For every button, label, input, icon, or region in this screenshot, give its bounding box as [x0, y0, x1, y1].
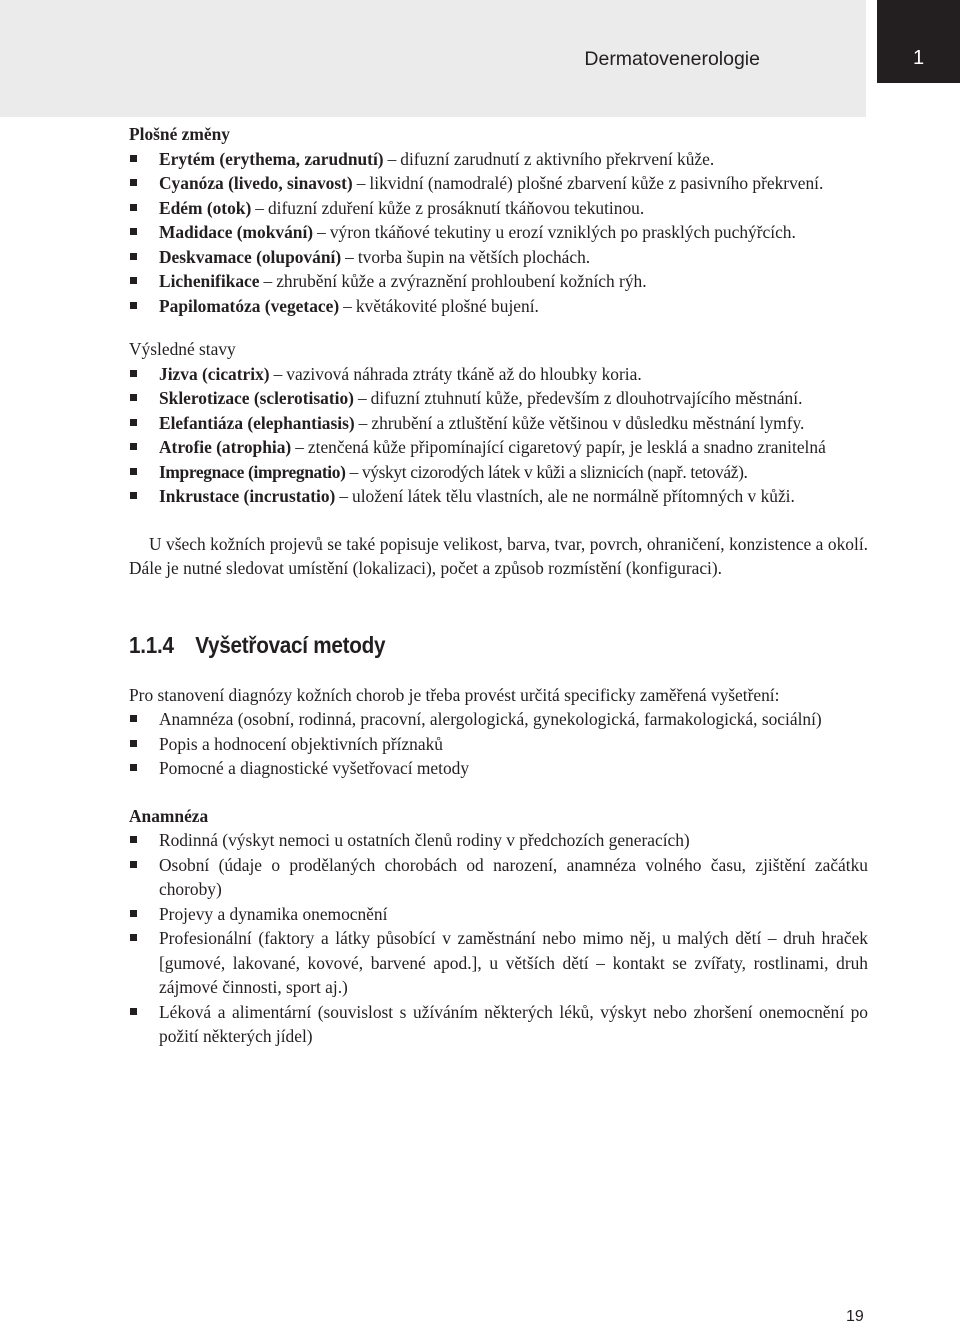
list-item [129, 828, 868, 853]
list-item-text: Pomocné a diagnostické vyšetřovací metody [159, 758, 470, 778]
spacer [129, 781, 868, 804]
term: Elefantiáza (elephantiasis) [159, 412, 355, 433]
running-header-title: Dermatovenerologie [584, 48, 760, 70]
chapter-tab [877, 0, 960, 83]
square-bullet-icon [130, 715, 137, 722]
spacer [129, 318, 868, 337]
list-item-text: Rodinná (výskyt nemoci u ostatních členů rodiny v předchozích generacích) [159, 830, 690, 850]
list-item [129, 460, 868, 485]
section-intro: Pro stanovení diagnózy kožních chorob je třeba provést určitá specificky zaměřená vyšetření: [129, 684, 780, 705]
term: Cyanóza (livedo, sinavost) [159, 173, 353, 193]
list-item [129, 294, 868, 319]
square-bullet-icon [130, 277, 137, 284]
list-item [129, 196, 868, 221]
square-bullet-icon [130, 302, 137, 309]
definition: uložení látek tělu vlastních, ale ne normálně přítomných v kůži. [352, 486, 795, 506]
list-item [129, 411, 868, 436]
list-item-text: Anamnéza (osobní, rodinná, pracovní, alergologická, gynekologická, farmakologická, sociální) [159, 709, 822, 729]
square-bullet-icon [130, 861, 137, 868]
dash: – [358, 412, 368, 433]
term: Edém (otok) [159, 197, 252, 218]
square-bullet-icon [130, 253, 137, 260]
list-item [129, 484, 868, 509]
list-item [129, 386, 868, 411]
square-bullet-icon [130, 394, 137, 401]
subheading-vysledne-stavy: Výsledné stavy [129, 339, 236, 359]
term: Erytém (erythema, zarudnutí) [159, 148, 384, 169]
square-bullet-icon [130, 910, 137, 917]
square-bullet-icon [130, 836, 137, 843]
list-item [129, 171, 868, 196]
list-item-text: Osobní (údaje o prodělaných chorobách od narození, anamnéza volného času, zjištění začátku choroby) [159, 854, 868, 899]
dash: – [343, 295, 352, 316]
section-heading [129, 581, 794, 683]
dash: – [273, 363, 283, 384]
square-bullet-icon [130, 468, 137, 475]
term: Sklerotizace (sclerotisatio) [159, 388, 354, 408]
list-item [129, 269, 868, 294]
subheading-plosne-zmeny: Plošné změny [129, 124, 230, 144]
square-bullet-icon [130, 419, 137, 426]
list-item [129, 902, 868, 927]
list-item [129, 362, 868, 387]
list-item [129, 147, 868, 172]
definition: květákovité plošné bujení. [355, 295, 539, 316]
page-body [129, 122, 868, 1049]
dash: – [255, 197, 264, 218]
term: Atrofie (atrophia) [159, 437, 292, 457]
square-bullet-icon [130, 179, 137, 186]
list-item-text: Léková a alimentární (souvislost s užíváním některých léků, výskyt nebo zhoršení onemocnění po požití některých jídel) [159, 1001, 868, 1046]
dash: – [295, 437, 304, 457]
square-bullet-icon [130, 204, 137, 211]
definition: zhrubění kůže a zvýraznění prohloubení kožních rýh. [276, 271, 647, 291]
square-bullet-icon [130, 370, 137, 377]
term: Jizva (cicatrix) [159, 363, 270, 384]
list-item [129, 756, 868, 781]
definition: výron tkáňové tekutiny u erozí vzniklých po prasklých puchýřcích. [329, 222, 796, 242]
square-bullet-icon [130, 1008, 137, 1015]
list-item [129, 1000, 868, 1049]
definition: difuzní ztuhnutí kůže, především z dlouhotrvajícího městnání. [370, 388, 803, 408]
square-bullet-icon [130, 764, 137, 771]
square-bullet-icon [130, 492, 137, 499]
definition: difuzní zarudnutí z aktivního překrvení kůže. [400, 148, 715, 169]
dash: – [345, 246, 354, 267]
dash: – [356, 173, 366, 193]
definition: výskyt cizorodých látek v kůži a sliznicích (např. tetováž). [361, 461, 748, 482]
dash: – [387, 148, 397, 169]
list-item-text: Popis a hodnocení objektivních příznaků [159, 733, 443, 754]
term: Lichenifikace [159, 271, 260, 291]
term: Inkrustace (incrustatio) [159, 486, 336, 506]
chapter-number: 1 [912, 47, 925, 69]
running-header [0, 0, 866, 117]
list-item [129, 853, 868, 902]
term: Deskvamace (olupování) [159, 246, 342, 267]
list-vysetrovaci-metody [129, 707, 868, 781]
list-item [129, 926, 868, 1000]
summary-paragraph: U všech kožních projevů se také popisuje velikost, barva, tvar, povrch, ohraničení, konzistence a okolí. Dále je nutné sledovat umístění (lokalizaci), počet a způsob rozmístění (konfiguraci). [129, 533, 868, 578]
page-number: 19 [846, 1308, 864, 1325]
dash: – [357, 388, 367, 408]
spacer [129, 509, 868, 532]
term: Impregnace (impregnatio) [159, 461, 346, 482]
term: Papilomatóza (vegetace) [159, 295, 340, 316]
square-bullet-icon [130, 443, 137, 450]
list-item [129, 435, 868, 460]
section-title: Vyšetřovací metody [195, 631, 386, 658]
square-bullet-icon [130, 155, 137, 162]
list-vysledne-stavy [129, 362, 868, 509]
square-bullet-icon [130, 934, 137, 941]
list-item [129, 220, 868, 245]
list-item [129, 732, 868, 757]
term: Madidace (mokvání) [159, 222, 314, 242]
definition: likvidní (namodralé) plošné zbarvení kůže z pasivního překrvení. [369, 173, 824, 193]
definition: zhrubění a ztluštění kůže většinou v důsledku městnání lymfy. [371, 412, 805, 433]
definition: vazivová náhrada ztráty tkáně až do hloubky koria. [286, 363, 642, 384]
list-item-text: Projevy a dynamika onemocnění [159, 903, 388, 924]
subheading-anamneza: Anamnéza [129, 805, 209, 826]
dash: – [263, 271, 273, 291]
dash: – [339, 486, 349, 506]
square-bullet-icon [130, 740, 137, 747]
dash: – [317, 222, 326, 242]
list-anamneza [129, 828, 868, 1049]
dash: – [349, 461, 358, 482]
list-item-text: Profesionální (faktory a látky působící v zaměstnání nebo mimo něj, u malých dětí – druh hraček [gumové, lakované, kovové, barvené apod.], u větších dětí – kontakt se zvířaty, rostlinami, druh zájmové činnosti, sport aj.) [159, 928, 868, 997]
square-bullet-icon [130, 228, 137, 235]
list-plosne-zmeny [129, 147, 868, 319]
list-item [129, 245, 868, 270]
list-item [129, 707, 868, 732]
definition: ztenčená kůže připomínající cigaretový papír, je lesklá a snadno zranitelná [307, 437, 826, 457]
definition: tvorba šupin na větších plochách. [357, 246, 591, 267]
section-number: 1.1.4 [129, 631, 174, 658]
definition: difuzní zduření kůže z prosáknutí tkáňovou tekutinou. [267, 197, 645, 218]
